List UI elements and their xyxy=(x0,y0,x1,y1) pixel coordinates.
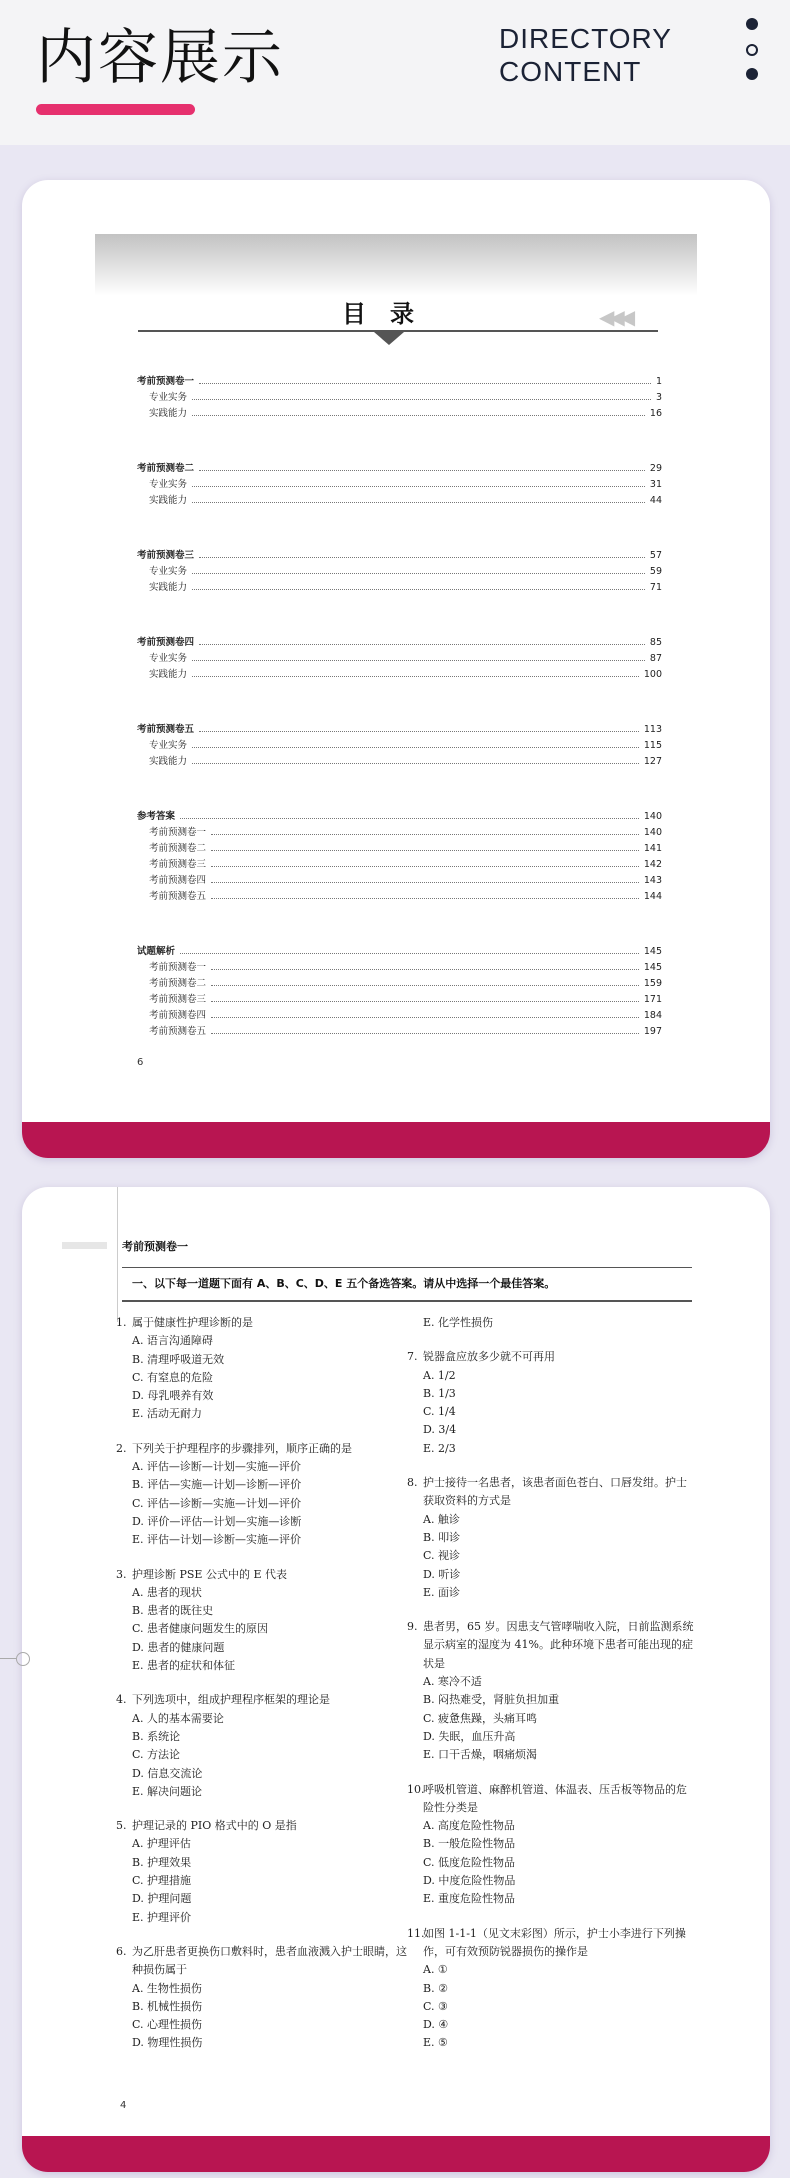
answer-option: D. 患者的健康问题 xyxy=(132,1640,225,1654)
toc-entry-label: 实践能力 xyxy=(149,495,188,506)
toc-group-heading xyxy=(137,944,662,960)
answer-option: B. 清理呼吸道无效 xyxy=(132,1352,225,1366)
toc-title: 目录 xyxy=(342,300,438,328)
toc-entry xyxy=(137,1024,662,1040)
carousel-dot-2[interactable] xyxy=(746,44,758,56)
answer-option: A. 生物性损伤 xyxy=(132,1981,202,1995)
toc-leader xyxy=(192,415,645,416)
answer-option: C. 1/4 xyxy=(423,1405,456,1419)
toc-group-heading xyxy=(137,461,662,477)
toc-group-title: 考前预测卷三 xyxy=(137,550,195,561)
answer-option: E. ⑤ xyxy=(423,2036,448,2050)
toc-leader xyxy=(211,1017,639,1018)
answer-option: B. 系统论 xyxy=(132,1729,181,1743)
answer-option: B. 机械性损伤 xyxy=(132,1999,203,2013)
toc-entry-label: 专业实务 xyxy=(149,740,188,751)
toc-entry-label: 实践能力 xyxy=(149,408,188,419)
header-title: 内容展示 xyxy=(36,23,284,93)
question-stem xyxy=(407,1474,697,1511)
card-footer-band xyxy=(22,1122,770,1158)
toc-group-title: 考前预测卷四 xyxy=(137,637,195,648)
answer-option: E. 化学性损伤 xyxy=(423,1316,494,1329)
section-heading: 一、以下每一道题下面有 A、B、C、D、E 五个备选答案。请从中选择一个最佳答案。 xyxy=(132,1277,556,1290)
question-stem xyxy=(407,1618,697,1673)
toc-entry-label: 专业实务 xyxy=(149,653,188,664)
toc-leader xyxy=(211,882,639,883)
toc-entry-label: 考前预测卷四 xyxy=(149,875,207,886)
toc-entry-page: 141 xyxy=(643,843,662,854)
toc-entry xyxy=(137,1008,662,1024)
toc-entry xyxy=(137,477,662,493)
header-subtitle-line2: CONTENT xyxy=(499,56,642,87)
answer-option: B. 叩诊 xyxy=(423,1530,461,1544)
toc-group-heading xyxy=(137,374,662,390)
toc-leader xyxy=(199,644,645,645)
toc-leader xyxy=(211,850,639,851)
toc-triangle-icon xyxy=(374,332,404,345)
answer-option: D. 听诊 xyxy=(423,1567,461,1581)
question-number: 5. xyxy=(116,1819,127,1833)
toc-entry-page: 140 xyxy=(643,827,662,838)
toc-entry xyxy=(137,493,662,509)
toc-group-heading xyxy=(137,635,662,651)
toc-leader xyxy=(211,834,639,835)
answer-option: C. 评估—诊断—实施—计划—评价 xyxy=(132,1496,302,1510)
toc-leader xyxy=(192,573,645,574)
toc-entry-page: 127 xyxy=(643,756,662,767)
toc-entry-page: 87 xyxy=(649,653,662,664)
toc-leader xyxy=(199,470,645,471)
answer-option: B. 患者的既往史 xyxy=(132,1604,214,1618)
answer-option: B. 1/3 xyxy=(423,1386,456,1400)
question-number: 1. xyxy=(116,1316,127,1329)
answer-option: C. 低度危险性物品 xyxy=(423,1855,516,1869)
toc-list xyxy=(137,374,662,1079)
answer-option: E. 评估—计划—诊断—实施—评价 xyxy=(132,1533,302,1547)
toc-leader xyxy=(211,1033,639,1034)
toc-entry-label: 考前预测卷五 xyxy=(149,1026,207,1037)
toc-group xyxy=(137,722,662,770)
toc-entry xyxy=(137,580,662,596)
toc-group-heading xyxy=(137,548,662,564)
toc-entry xyxy=(137,873,662,889)
toc-leader xyxy=(211,969,639,970)
toc-group-page: 140 xyxy=(643,811,662,822)
header-subtitle xyxy=(499,22,672,88)
toc-group xyxy=(137,809,662,905)
toc-entry-page: 144 xyxy=(643,891,662,902)
toc-entry-page: 3 xyxy=(655,392,662,403)
answer-option: E. 患者的症状和体征 xyxy=(132,1659,236,1673)
toc-entry-label: 专业实务 xyxy=(149,392,188,403)
toc-group-page: 85 xyxy=(649,637,662,648)
toc-entry-page: 59 xyxy=(649,566,662,577)
question xyxy=(407,1314,697,1332)
question xyxy=(407,1348,697,1458)
question-text: 护理记录的 PIO 格式中的 O 是指 xyxy=(132,1819,297,1833)
toc-group-title: 考前预测卷一 xyxy=(137,376,195,387)
answer-option: E. 护理评价 xyxy=(132,1910,192,1924)
question-number: 11. xyxy=(407,1926,425,1940)
question xyxy=(116,1314,411,1424)
carousel-dot-3[interactable] xyxy=(746,68,758,80)
header-accent-bar xyxy=(36,104,195,115)
answer-option: A. 语言沟通障碍 xyxy=(132,1334,213,1348)
toc-header-gradient xyxy=(95,234,697,296)
toc-entry-label: 实践能力 xyxy=(149,669,188,680)
answer-option: C. 护理措施 xyxy=(132,1874,192,1888)
answer-option: E. 面诊 xyxy=(423,1585,461,1599)
toc-entry-page: 145 xyxy=(643,962,662,973)
toc-entry-label: 考前预测卷三 xyxy=(149,859,207,870)
toc-entry-page: 197 xyxy=(643,1026,662,1037)
toc-entry-label: 考前预测卷二 xyxy=(149,978,207,989)
toc-leader xyxy=(180,953,639,954)
question-text: 护理诊断 PSE 公式中的 E 代表 xyxy=(132,1567,287,1581)
toc-entry-page: 31 xyxy=(649,479,662,490)
question-text: 护士接待一名患者，该患者面色苍白、口唇发绀。护士获取资料的方式是 xyxy=(423,1476,687,1508)
question-number: 9. xyxy=(407,1620,418,1634)
toc-entry-page: 44 xyxy=(649,495,662,506)
question-text: 患者男，65 岁。因患支气管哮喘收入院，日前监测系统显示病室的湿度为 41%。此种环境下患者可能出现的症状是 xyxy=(423,1620,694,1670)
question-text: 呼吸机管道、麻醉机管道、体温表、压舌板等物品的危险性分类是 xyxy=(423,1782,687,1814)
question-column-left xyxy=(116,1314,411,2069)
toc-entry-label: 考前预测卷一 xyxy=(149,962,207,973)
answer-option: C. 疲惫焦躁，头痛耳鸣 xyxy=(423,1711,538,1725)
toc-group-page: 29 xyxy=(649,463,662,474)
toc-group-heading xyxy=(137,722,662,738)
margin-line xyxy=(117,1187,118,1322)
answer-option: C. 视诊 xyxy=(423,1549,461,1563)
toc-leader xyxy=(192,486,645,487)
question-stem xyxy=(407,1348,697,1366)
toc-entry-page: 143 xyxy=(643,875,662,886)
toc-entry-label: 专业实务 xyxy=(149,479,188,490)
toc-entry-page: 159 xyxy=(643,978,662,989)
question xyxy=(116,1817,411,1927)
question xyxy=(116,1440,411,1550)
toc-entry-page: 16 xyxy=(649,408,662,419)
toc-entry xyxy=(137,564,662,580)
toc-group xyxy=(137,374,662,422)
toc-group xyxy=(137,944,662,1040)
toc-leader xyxy=(199,731,639,732)
answer-option: A. 1/2 xyxy=(423,1368,456,1382)
answer-option: D. 3/4 xyxy=(423,1423,457,1437)
question-number: 2. xyxy=(116,1441,127,1455)
toc-entry-page: 171 xyxy=(643,994,662,1005)
answer-option: B. 一般危险性物品 xyxy=(423,1837,516,1851)
question-number: 3. xyxy=(116,1567,127,1581)
section-rule-top xyxy=(122,1267,692,1268)
toc-group xyxy=(137,635,662,683)
question xyxy=(407,1474,697,1602)
toc-group-page: 57 xyxy=(649,550,662,561)
toc-entry xyxy=(137,857,662,873)
toc-group xyxy=(137,461,662,509)
card-footer-band xyxy=(22,2136,770,2172)
toc-leader xyxy=(192,502,645,503)
toc-entry-page: 115 xyxy=(643,740,662,751)
answer-option: D. 失眠，血压升高 xyxy=(423,1729,516,1743)
answer-option: A. 患者的现状 xyxy=(132,1585,202,1599)
question xyxy=(407,1781,697,1909)
answer-option: B. 评估—实施—计划—诊断—评价 xyxy=(132,1478,302,1492)
question-text: 属于健康性护理诊断的是 xyxy=(132,1316,253,1329)
toc-entry xyxy=(137,825,662,841)
toc-entry xyxy=(137,889,662,905)
question-number: 6. xyxy=(116,1944,127,1958)
question-text: 下列选项中，组成护理程序框架的理论是 xyxy=(132,1693,330,1707)
answer-option: E. 2/3 xyxy=(423,1441,456,1455)
toc-group-heading xyxy=(137,809,662,825)
question xyxy=(407,1925,697,2053)
toc-entry-page: 100 xyxy=(643,669,662,680)
toc-leader xyxy=(192,660,645,661)
toc-group-title: 试题解析 xyxy=(137,946,176,957)
carousel-dot-1[interactable] xyxy=(746,18,758,30)
question xyxy=(116,1943,411,2053)
answer-option: A. ① xyxy=(423,1963,448,1977)
toc-entry-label: 考前预测卷二 xyxy=(149,843,207,854)
toc-leader xyxy=(192,676,639,677)
toc-leader xyxy=(211,1001,639,1002)
toc-entry-page: 142 xyxy=(643,859,662,870)
answer-option: E. 重度危险性物品 xyxy=(423,1892,516,1906)
question-stem xyxy=(116,1691,411,1709)
toc-entry-label: 考前预测卷四 xyxy=(149,1010,207,1021)
answer-option: D. 护理问题 xyxy=(132,1892,192,1906)
toc-leader xyxy=(211,866,639,867)
question-stem xyxy=(116,1943,411,1980)
toc-leader xyxy=(180,818,639,819)
toc-entry-label: 实践能力 xyxy=(149,582,188,593)
answer-option: D. 信息交流论 xyxy=(132,1766,203,1780)
question-number: 10. xyxy=(407,1782,425,1796)
question-stem xyxy=(116,1314,411,1332)
question-number: 7. xyxy=(407,1350,418,1364)
arrows-icon: ◀◀◀ xyxy=(599,305,631,329)
toc-group-page: 1 xyxy=(655,376,662,387)
toc-entry xyxy=(137,738,662,754)
question xyxy=(116,1566,411,1676)
answer-option: E. 活动无耐力 xyxy=(132,1407,203,1421)
toc-entry-label: 专业实务 xyxy=(149,566,188,577)
toc-entry xyxy=(137,976,662,992)
toc-entry xyxy=(137,390,662,406)
question-number: 8. xyxy=(407,1476,418,1490)
toc-group-page: 145 xyxy=(643,946,662,957)
answer-option: A. 人的基本需要论 xyxy=(132,1711,224,1725)
page-header xyxy=(0,0,790,145)
toc-entry xyxy=(137,667,662,683)
toc-entry xyxy=(137,841,662,857)
question-text: 如图 1-1-1（见文末彩图）所示，护士小李进行下列操作，可有效预防锐器损伤的操作是 xyxy=(423,1926,686,1958)
question-text: 锐器盒应放多少就不可再用 xyxy=(423,1350,555,1364)
binder-hole-icon xyxy=(16,1652,30,1666)
toc-group-title: 考前预测卷五 xyxy=(137,724,195,735)
question-stem xyxy=(116,1440,411,1458)
answer-option: D. 物理性损伤 xyxy=(132,2036,203,2050)
answer-option: A. 护理评估 xyxy=(132,1837,191,1851)
page-number: 6 xyxy=(137,1057,144,1068)
answer-option: D. 评价—评估—计划—实施—诊断 xyxy=(132,1514,302,1528)
question-stem xyxy=(116,1566,411,1584)
toc-leader xyxy=(192,763,639,764)
answer-option: B. 闷热难受，肾脏负担加重 xyxy=(423,1693,560,1707)
answer-option: B. ② xyxy=(423,1981,448,1995)
question-text: 为乙肝患者更换伤口敷料时，患者血液溅入护士眼睛，这种损伤属于 xyxy=(132,1944,407,1977)
question-column-right xyxy=(407,1314,697,2069)
toc-entry xyxy=(137,960,662,976)
answer-option: C. 患者健康问题发生的原因 xyxy=(132,1622,269,1636)
toc-leader xyxy=(199,383,651,384)
question-stem xyxy=(116,1817,411,1835)
answer-option: C. 方法论 xyxy=(132,1748,181,1762)
margin-tab xyxy=(62,1242,107,1249)
toc-leader xyxy=(192,399,651,400)
toc-leader xyxy=(192,747,639,748)
toc-entry-label: 考前预测卷三 xyxy=(149,994,207,1005)
exam-page-card xyxy=(22,1187,770,2172)
answer-option: C. ③ xyxy=(423,1999,448,2013)
toc-entry xyxy=(137,651,662,667)
answer-option: A. 评估—诊断—计划—实施—评价 xyxy=(132,1460,301,1474)
answer-option: A. 触诊 xyxy=(423,1512,460,1526)
toc-entry-label: 考前预测卷五 xyxy=(149,891,207,902)
question-stem xyxy=(407,1781,697,1818)
toc-entry-page: 71 xyxy=(649,582,662,593)
toc-group xyxy=(137,548,662,596)
toc-entry xyxy=(137,406,662,422)
section-rule-bottom xyxy=(122,1300,692,1302)
question-stem xyxy=(407,1925,697,1962)
answer-option: C. 有窒息的危险 xyxy=(132,1370,214,1384)
answer-option: A. 高度危险性物品 xyxy=(423,1819,515,1833)
answer-option: E. 解决问题论 xyxy=(132,1784,203,1798)
answer-option: D. 母乳喂养有效 xyxy=(132,1389,214,1403)
toc-leader xyxy=(211,898,639,899)
binder-line xyxy=(0,1658,16,1659)
toc-group-title: 考前预测卷二 xyxy=(137,463,195,474)
answer-option: B. 护理效果 xyxy=(132,1855,192,1869)
toc-entry xyxy=(137,754,662,770)
header-subtitle-line1: DIRECTORY xyxy=(499,23,672,54)
question-number: 4. xyxy=(116,1693,127,1707)
toc-group-title: 参考答案 xyxy=(137,811,176,822)
answer-option: D. ④ xyxy=(423,2018,449,2032)
page-number: 4 xyxy=(120,2100,127,2111)
answer-option: D. 中度危险性物品 xyxy=(423,1874,516,1888)
toc-entry-label: 考前预测卷一 xyxy=(149,827,207,838)
answer-option: E. 口干舌燥，咽痛烦渴 xyxy=(423,1748,538,1762)
toc-entry xyxy=(137,992,662,1008)
answer-option: A. 寒冷不适 xyxy=(423,1675,482,1689)
answer-option: C. 心理性损伤 xyxy=(132,2018,203,2032)
toc-group-page: 113 xyxy=(643,724,662,735)
question xyxy=(116,1691,411,1801)
toc-page-card xyxy=(22,180,770,1158)
toc-entry-page: 184 xyxy=(643,1010,662,1021)
question xyxy=(407,1618,697,1764)
question-text: 下列关于护理程序的步骤排列，顺序正确的是 xyxy=(132,1441,352,1455)
sheet-title: 考前预测卷一 xyxy=(122,1240,188,1253)
toc-leader xyxy=(211,985,639,986)
toc-entry-label: 实践能力 xyxy=(149,756,188,767)
toc-leader xyxy=(192,589,645,590)
toc-leader xyxy=(199,557,645,558)
